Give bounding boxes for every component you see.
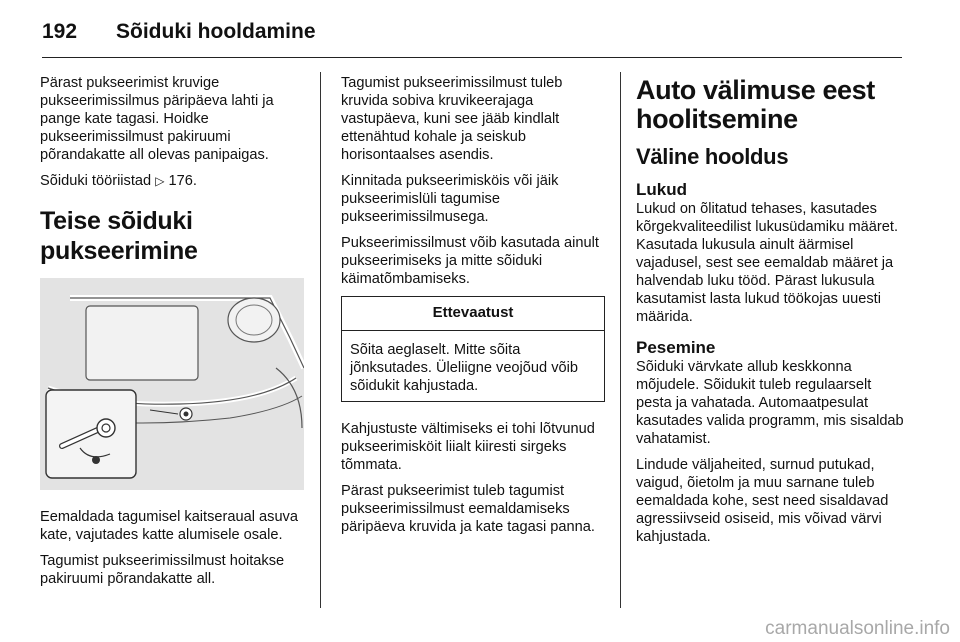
caution-title: Ettevaatust (342, 297, 604, 331)
triangle-right-icon: ▷ (155, 174, 165, 188)
column-1 (40, 74, 304, 596)
column-divider (320, 72, 321, 608)
watermark: carmanualsonline.info (765, 618, 950, 639)
caution-text: Sõita aeglaselt. Mitte sõita jõnksutades. Üleliigne veojõud võib sõidukit kahjustada. (350, 342, 578, 394)
paragraph: Lukud on õlitatud tehases, kasutades kõrgekvaliteedilist lukusüdamiku määret. Kasutada lukusula ainult äärmisel vajadusel, sest see eemaldab määret ja halvendab luku tööd. Pärast lukusula kasutamist lasta lukud töökojas uuesti määrida. (636, 201, 898, 325)
rear-bumper-towing-drawing (40, 278, 304, 490)
page-header (42, 18, 902, 58)
paragraph: Pärast pukseerimist tuleb tagumist pukseerimissilmust eemaldamiseks päripäeva kruvida ja kate tagasi panna. (341, 483, 595, 535)
paragraph: Tagumist pukseerimissilmust hoitakse pakiruumi põrandakatte all. (40, 553, 285, 587)
column-3 (636, 76, 904, 558)
caution-box (341, 296, 605, 402)
page-ref-link[interactable]: 176. (168, 173, 197, 189)
paragraph: Pärast pukseerimist kruvige pukseerimissilmus päripäeva lahti ja pange kate tagasi. Hoidke pukseerimissilmust pakiruumi põrandakatte all olevas panipaigas. (40, 75, 274, 163)
locks-section (636, 180, 904, 326)
paragraph: Kinnitada pukseerimisköis või jäik pukseerimislüli tagumise pukseerimissilmusega. (341, 173, 559, 225)
column-2 (341, 74, 605, 544)
section-heading: Teise sõiduki pukseerimine (40, 207, 198, 265)
subsection-heading: Väline hooldus (636, 144, 789, 169)
paragraph: Eemaldada tagumisel kaitseraual asuva kate, vajutades katte alumisele osale. (40, 509, 298, 543)
column-divider (620, 72, 621, 608)
running-title: Sõiduki hooldamine (116, 20, 316, 43)
locks-heading: Lukud (636, 180, 687, 199)
towing-eye-illustration (40, 278, 304, 490)
paragraph: Tagumist pukseerimissilmust tuleb kruvida sobiva kruvikeerajaga vastupäeva, kuni see jääb kindlalt ettenähtud kohale ja seiskub horisontaalses asendis. (341, 75, 563, 163)
chapter-heading: Auto välimuse eest hoolitsemine (636, 75, 875, 134)
paragraph: Lindude väljaheited, surnud putukad, vaigud, õietolm ja muu sarnane tuleb eemaldada kohe, sest need sisaldavad agressiivseid osiseid, mis võivad värvi kahjustada. (636, 457, 889, 545)
paragraph: Sõiduki värvkate allub keskkonna mõjudele. Sõidukit tuleb regulaarselt pesta ja vahatada. Automaatpesulat kasutades valida programm, mis sisaldab vahatamist. (636, 359, 904, 447)
page-number: 192 (42, 20, 78, 43)
washing-heading: Pesemine (636, 338, 716, 357)
paragraph: Pukseerimissilmust võib kasutada ainult pukseerimiseks ja mitte sõiduki käimatõmbamiseks. (341, 235, 599, 287)
ref-text: Sõiduki tööriistad (40, 173, 152, 189)
washing-section (636, 338, 904, 546)
paragraph-with-ref (40, 172, 304, 190)
paragraph: Kahjustuste vältimiseks ei tohi lõtvunud pukseerimisköit liialt kiiresti sirgeks tõmmata. (341, 421, 595, 473)
caution-body (342, 331, 604, 401)
